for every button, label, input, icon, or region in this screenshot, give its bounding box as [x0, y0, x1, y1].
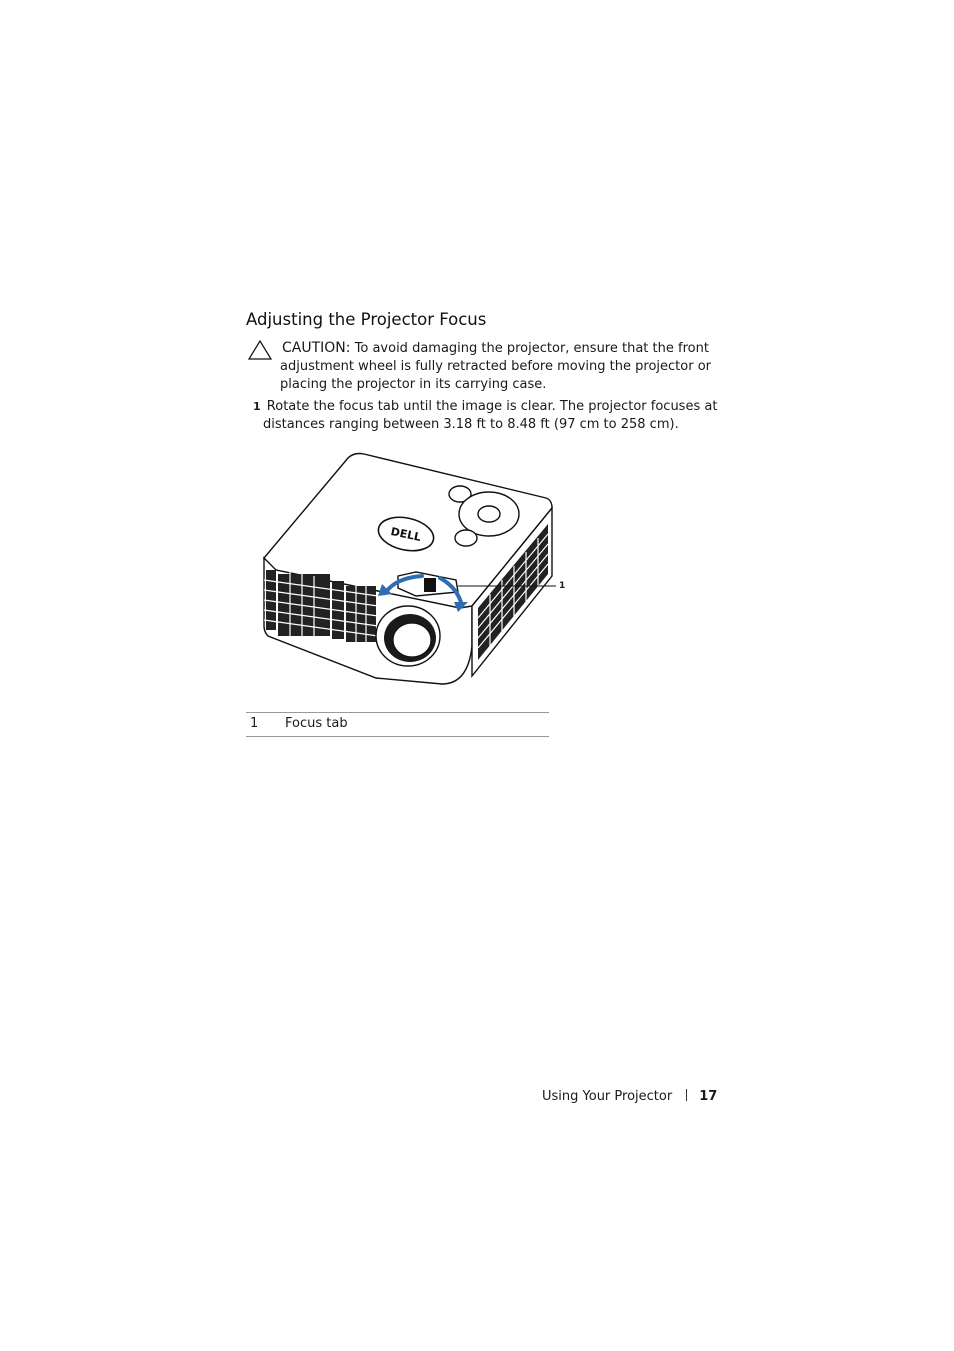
page-number: 17 [699, 1089, 718, 1104]
legend-label: Focus tab [285, 716, 348, 731]
step-text: Rotate the focus tab until the image is clear. The projector focuses at [266, 399, 718, 414]
footer-separator [686, 1089, 687, 1101]
caution-note [280, 339, 728, 394]
caution-triangle-icon [248, 340, 272, 360]
footer-section-title: Using Your Projector [542, 1089, 673, 1104]
step-1 [253, 398, 723, 434]
legend-table [246, 712, 549, 737]
projector-illustration [246, 446, 576, 696]
page-footer [542, 1087, 717, 1107]
lens [376, 606, 440, 666]
step-number: 1 [253, 400, 261, 413]
legend-number: 1 [250, 716, 259, 731]
section-heading: Adjusting the Projector Focus [246, 310, 487, 329]
figure-callout-number: 1 [559, 581, 566, 591]
caution-label: CAUTION: [282, 340, 351, 356]
step-text-continued: distances ranging between 3.18 ft to 8.48 ft (97 cm to 258 cm). [263, 417, 679, 432]
caution-text: To avoid damaging the projector, ensure that the front adjustment wheel is fully retracted before moving the projector or placing the projector in its carrying case. [280, 341, 711, 392]
svg-text:DELL: DELL [389, 524, 423, 545]
